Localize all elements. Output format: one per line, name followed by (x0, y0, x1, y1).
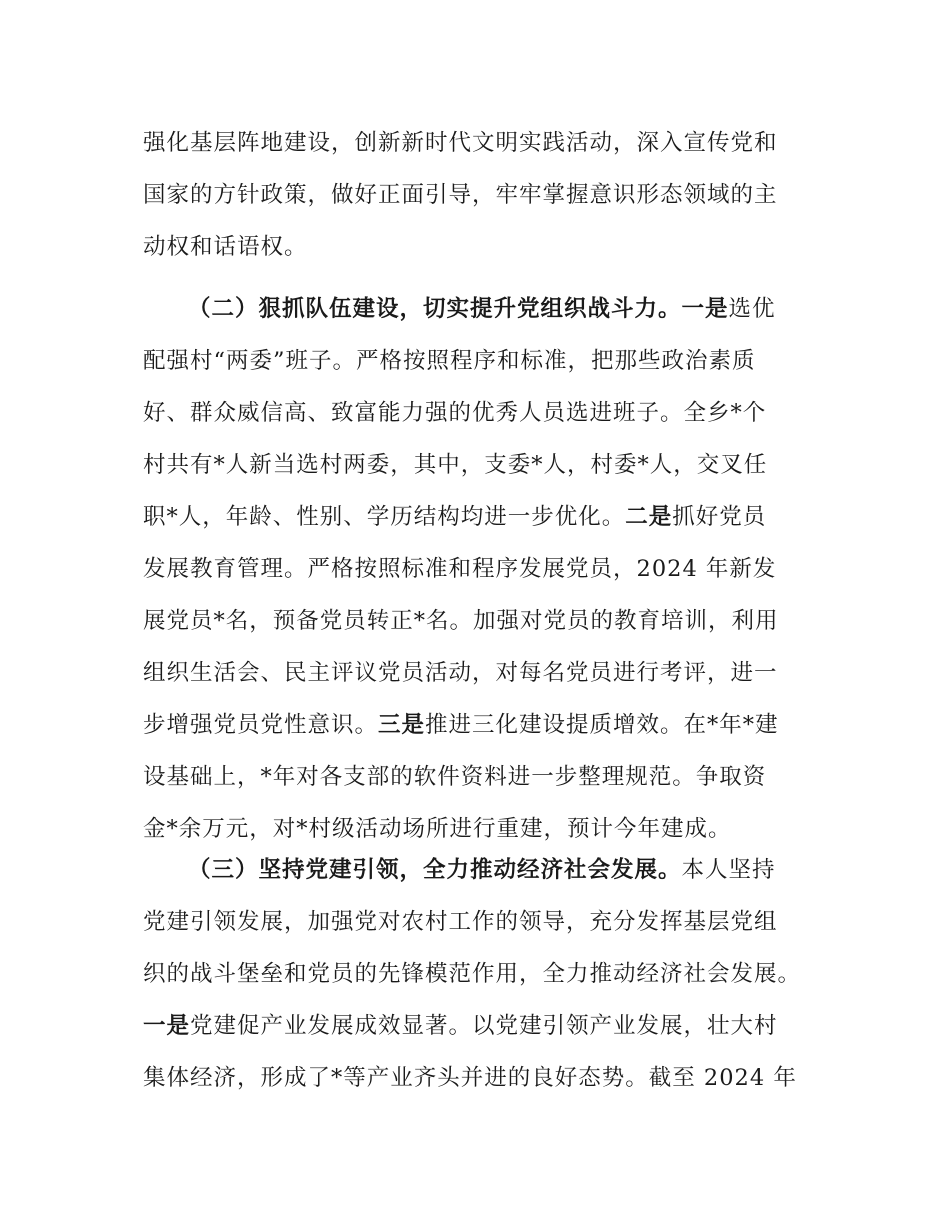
paragraph-line (143, 844, 813, 896)
paragraph-line: 展党员*名，预备党员转正*名。加强对党员的教育培训，利用 (143, 608, 779, 634)
paragraph-text: 本人坚持 (681, 857, 776, 883)
paragraph-line: 设基础上，*年对各支部的软件资料进一步整理规范。争取资 (143, 764, 767, 790)
paragraph-line (143, 1000, 813, 1052)
paragraph-line: 配强村“两委”班子。严格按照程序和标准，把那些政治素质 (143, 348, 756, 374)
paragraph-3 (143, 844, 813, 1104)
paragraph-line: 国家的方针政策，做好正面引导，牢牢掌握意识形态领域的主 (143, 182, 778, 208)
paragraph-line: 村共有*人新当选村两委，其中，支委*人，村委*人，交叉任 (143, 452, 768, 478)
paragraph-line: 好、群众威信高、致富能力强的优秀人员选进班子。全乡*个 (143, 400, 767, 426)
paragraph-line (143, 491, 813, 543)
paragraph-line: 组织生活会、民主评议党员活动，对每名党员进行考评，进一 (143, 660, 778, 686)
paragraph-text: 推进三化建设提质增效。在*年*建 (425, 712, 779, 738)
paragraph-line: 织的战斗堡垒和党员的先锋模范作用，全力推动经济社会发展。 (143, 961, 802, 987)
point-marker: 一是 (681, 296, 729, 322)
paragraph-line (143, 699, 813, 751)
paragraph-line: 发展教育管理。严格按照标准和程序发展党员，2024 年新发 (143, 556, 777, 582)
paragraph-text: 选优 (728, 296, 776, 322)
paragraph-2 (143, 283, 813, 855)
paragraph-1 (143, 117, 813, 273)
paragraph-line: 强化基层阵地建设，创新新时代文明实践活动，深入宣传党和 (143, 130, 778, 156)
paragraph-line: 党建引领发展，加强党对农村工作的领导，充分发挥基层党组 (143, 909, 778, 935)
paragraph-line (143, 283, 813, 335)
paragraph-text: 职*人，年龄、性别、学历结构均进一步优化。 (143, 504, 626, 530)
paragraph-text: 步增强党员党性意识。 (143, 712, 379, 738)
paragraph-text: 党建促产业发展成效显著。以党建引领产业发展，壮大村 (190, 1013, 778, 1039)
paragraph-line: 动权和话语权。 (143, 234, 308, 260)
paragraph-text: 抓好党员 (672, 504, 767, 530)
paragraph-line: 集体经济，形成了*等产业齐头并进的良好态势。截至 2024 年 (143, 1065, 797, 1091)
section-heading: （二）狠抓队伍建设，切实提升党组织战斗力。 (188, 296, 682, 322)
point-marker: 三是 (378, 712, 426, 738)
point-marker: 二是 (625, 504, 673, 530)
point-marker: 一是 (143, 1013, 191, 1039)
section-heading: （三）坚持党建引领，全力推动经济社会发展。 (188, 857, 682, 883)
paragraph-line: 金*余万元，对*村级活动场所进行重建，预计今年建成。 (143, 816, 732, 842)
